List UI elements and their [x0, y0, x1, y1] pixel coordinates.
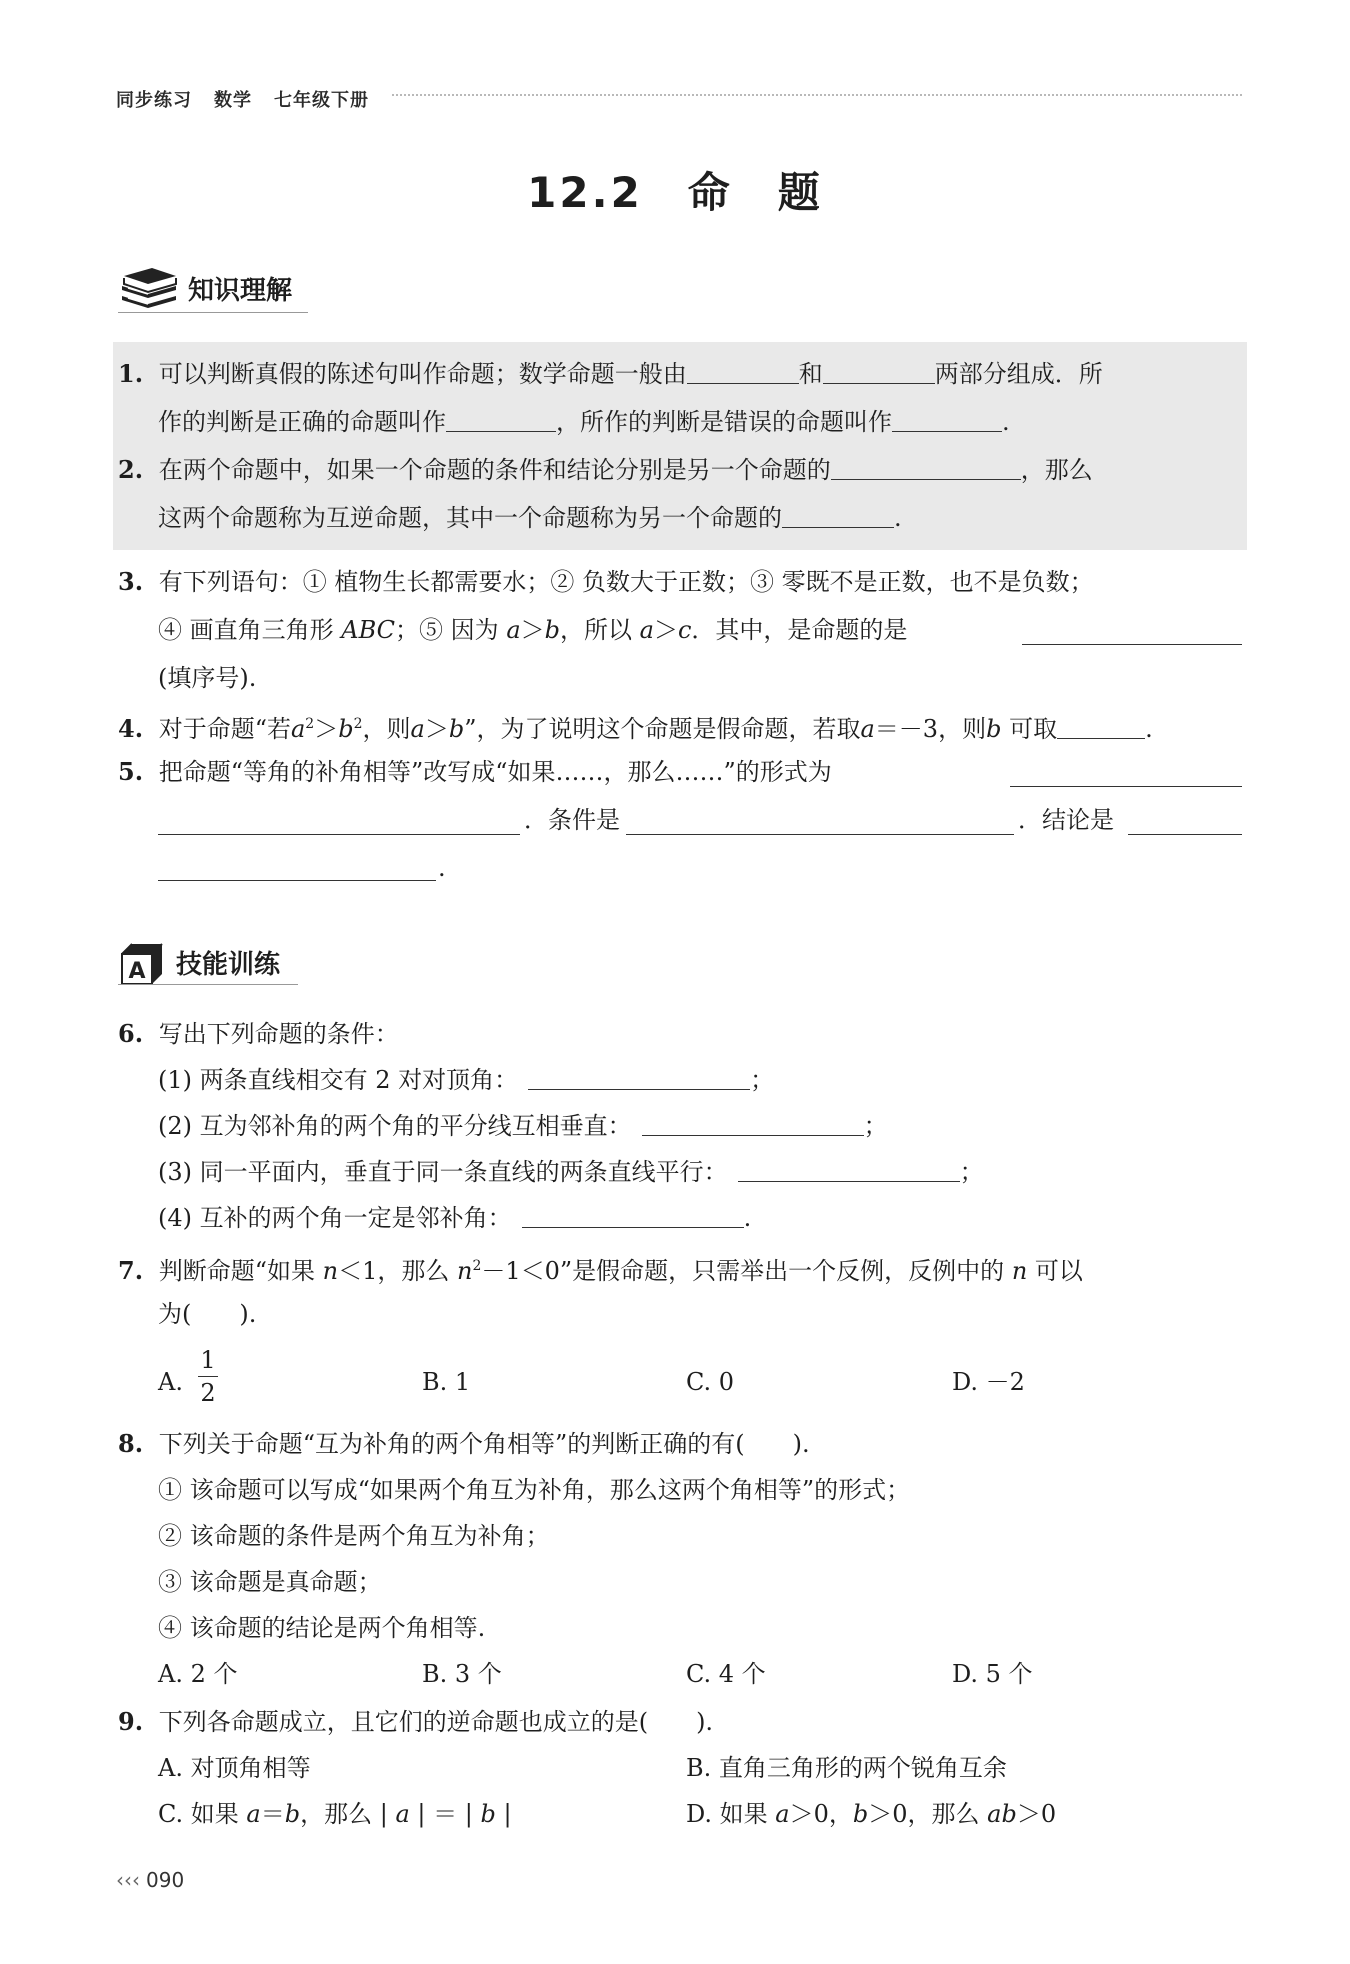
- question-8-item-4: ④ 该命题的结论是两个角相等.: [158, 1614, 486, 1642]
- header-book: 同步练习: [116, 90, 192, 111]
- page-number: 090: [146, 1868, 185, 1892]
- question-5-line-3: .: [438, 854, 446, 882]
- svg-text:A: A: [128, 959, 146, 984]
- question-8-item-3: ③ 该命题是真命题；: [158, 1568, 382, 1596]
- section-heading-skills: 技能训练: [176, 950, 281, 980]
- header-subject: 数学: [214, 90, 252, 111]
- blank[interactable]: [158, 880, 436, 881]
- question-3-line-1: 3. 有下列语句：① 植物生长都需要水；② 负数大于正数；③ 零既不是正数，也不是负数；: [118, 567, 1094, 596]
- question-5-line-2b: ．结论是: [1018, 806, 1114, 834]
- question-5-line-2a: ．条件是: [524, 806, 620, 834]
- option-b[interactable]: B. 3 个: [422, 1660, 502, 1688]
- header-rule: [392, 94, 1242, 96]
- option-c[interactable]: C. 0: [686, 1368, 735, 1396]
- letter-block-icon: [118, 940, 166, 988]
- blank[interactable]: [687, 361, 799, 384]
- blank[interactable]: [158, 834, 520, 835]
- blank[interactable]: [446, 409, 556, 432]
- blank[interactable]: [1128, 834, 1242, 835]
- option-b[interactable]: B. 直角三角形的两个锐角互余: [686, 1754, 1007, 1782]
- books-icon: [118, 266, 180, 312]
- option-a[interactable]: A. 对顶角相等: [158, 1754, 311, 1782]
- blank[interactable]: [823, 361, 935, 384]
- blank[interactable]: [892, 409, 1002, 432]
- option-d[interactable]: D. －2: [952, 1368, 1025, 1396]
- question-7-line-1: 7. 判断命题“如果 n＜1，那么 $n^2-1<0$”是假命题，只需举出一个反例，反例中的 n 可以: [118, 1256, 1083, 1285]
- question-2-line-1: 2. 在两个命题中，如果一个命题的条件和结论分别是另一个命题的 ，那么: [118, 455, 1093, 484]
- chevrons-left-icon: ‹‹‹: [116, 1868, 140, 1892]
- page-footer: [116, 1868, 184, 1892]
- blank[interactable]: [642, 1113, 864, 1136]
- question-1-line-2: 作的判断是正确的命题叫作 ，所作的判断是错误的命题叫作 .: [158, 408, 1010, 436]
- question-6-item-2: (2) 互为邻补角的两个角的平分线互相垂直： ；: [158, 1112, 888, 1140]
- question-1-line-1: 1. 可以判断真假的陈述句叫作命题；数学命题一般由 和 两部分组成．所: [118, 359, 1103, 388]
- section-underline: [118, 312, 308, 313]
- option-d[interactable]: D. 5 个: [952, 1660, 1033, 1688]
- section-heading-understanding: 知识理解: [188, 276, 293, 306]
- blank[interactable]: [782, 505, 894, 528]
- running-header: [116, 86, 391, 112]
- fraction: [198, 1346, 218, 1407]
- option-d[interactable]: D. 如果 a＞0，b＞0，那么 ab＞0: [686, 1800, 1057, 1828]
- blank[interactable]: [1022, 644, 1242, 645]
- option-c[interactable]: C. 如果 a＝b，那么 | a | ＝ | b |: [158, 1800, 512, 1828]
- question-6-item-1: (1) 两条直线相交有 2 对对顶角： ；: [158, 1066, 775, 1094]
- fraction-numerator: 1: [200, 1346, 216, 1374]
- page-title: 12.2 命 题: [527, 168, 823, 217]
- question-3-line-3: (填序号).: [158, 664, 257, 692]
- option-a[interactable]: A.: [158, 1368, 183, 1396]
- header-grade: 七年级下册: [274, 90, 369, 111]
- question-9-stem: 9. 下列各命题成立，且它们的逆命题也成立的是( ).: [118, 1707, 714, 1736]
- question-6-stem: 6. 写出下列命题的条件：: [118, 1019, 399, 1048]
- blank[interactable]: [626, 834, 1014, 835]
- question-6-item-4: (4) 互补的两个角一定是邻补角： .: [158, 1204, 752, 1232]
- option-b[interactable]: B. 1: [422, 1368, 471, 1396]
- question-7-line-2: 为( ).: [158, 1300, 257, 1328]
- option-a[interactable]: A. 2 个: [158, 1660, 238, 1688]
- question-8-item-1: ① 该命题可以写成“如果两个角互为补角，那么这两个角相等”的形式；: [158, 1476, 911, 1504]
- question-5-line-1: 5. 把命题“等角的补角相等”改写成“如果……，那么……”的形式为: [118, 757, 832, 786]
- fraction-bar: [198, 1376, 218, 1377]
- blank[interactable]: [738, 1159, 960, 1182]
- question-2-line-2: 这两个命题称为互逆命题，其中一个命题称为另一个命题的 .: [158, 504, 902, 532]
- question-8-stem: 8. 下列关于命题“互为补角的两个角相等”的判断正确的有( ).: [118, 1429, 810, 1458]
- section-underline: [118, 984, 298, 985]
- option-c[interactable]: C. 4 个: [686, 1660, 766, 1688]
- blank[interactable]: [1010, 786, 1242, 787]
- blank[interactable]: [1057, 716, 1145, 739]
- question-6-item-3: (3) 同一平面内，垂直于同一条直线的两条直线平行： ；: [158, 1158, 984, 1186]
- question-4: 4. 对于命题“若$a^2>b^2$，则a＞b”，为了说明这个命题是假命题，若取a＝－3，则b 可取 .: [118, 714, 1153, 743]
- blank[interactable]: [528, 1067, 750, 1090]
- fraction-denominator: 2: [200, 1379, 216, 1407]
- blank[interactable]: [522, 1205, 744, 1228]
- question-3-line-2: ④ 画直角三角形 ABC；⑤ 因为 a＞b，所以 a＞c．其中，是命题的是: [158, 616, 908, 644]
- blank[interactable]: [831, 457, 1021, 480]
- question-8-item-2: ② 该命题的条件是两个角互为补角；: [158, 1522, 550, 1550]
